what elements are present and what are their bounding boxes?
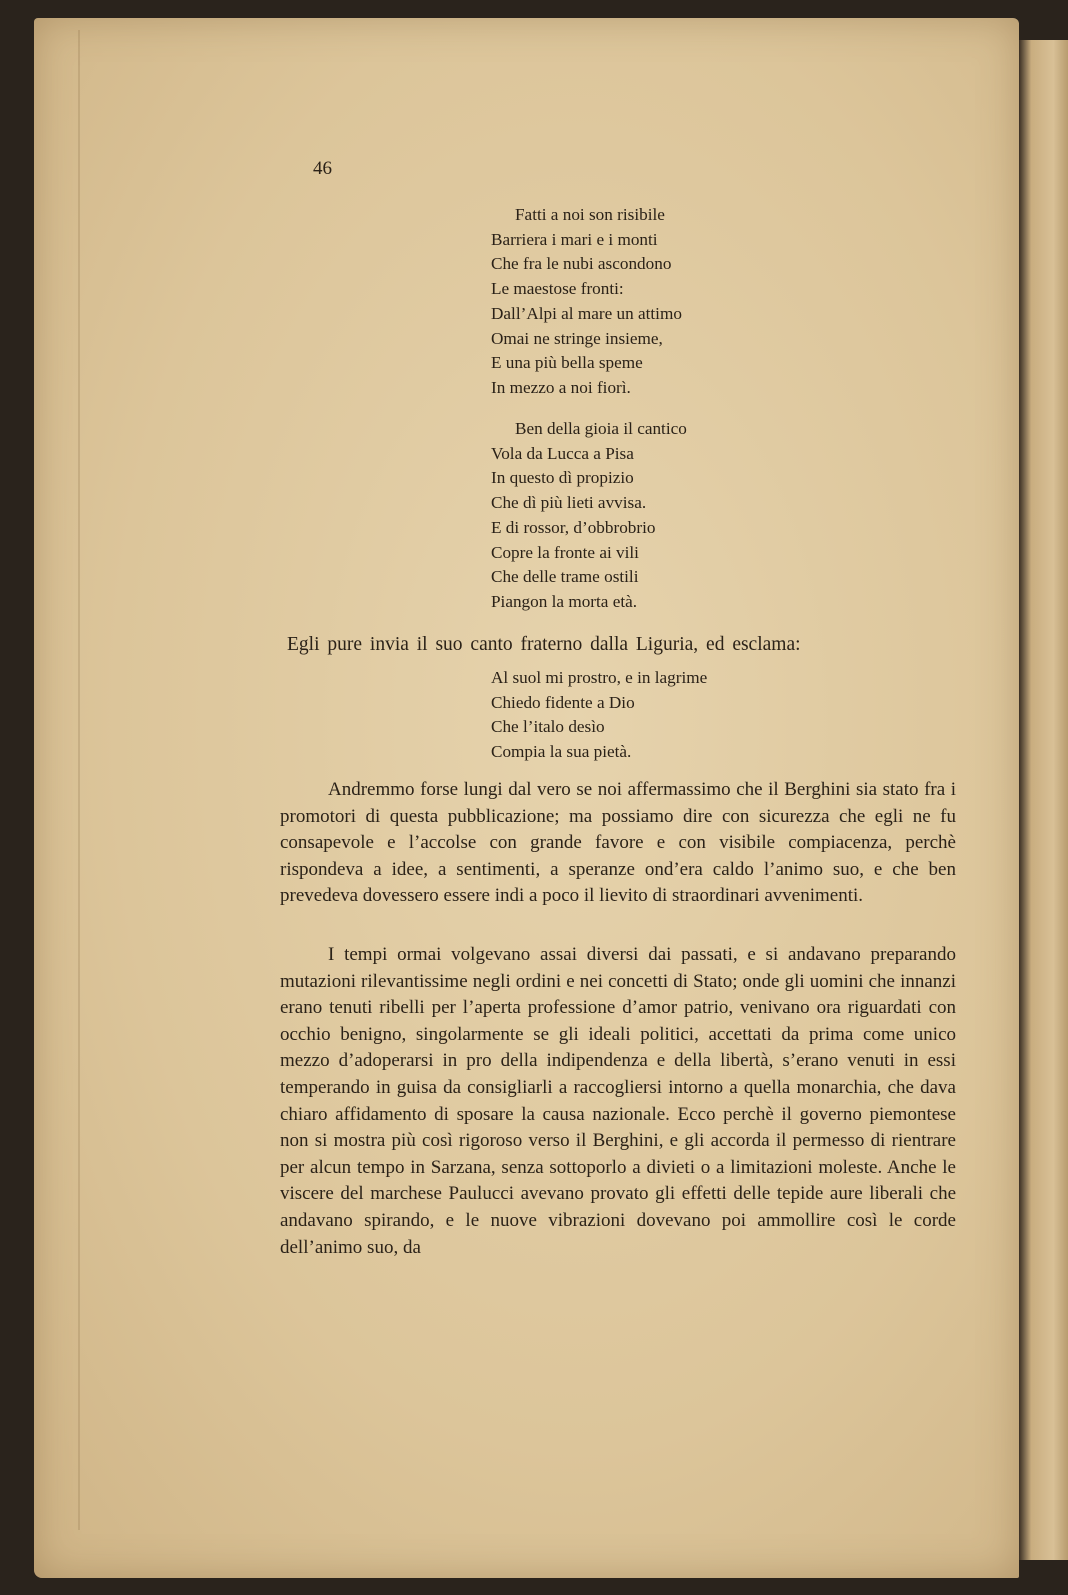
- verse-line: Barriera i mari e i monti: [491, 229, 658, 249]
- verse-line: Ben della gioia il cantico: [515, 419, 687, 438]
- verse-line: Omai ne stringe insieme,: [491, 328, 663, 348]
- verse-line: Al suol mi prostro, e in lagrime: [491, 668, 708, 687]
- page-number: 46: [313, 158, 332, 179]
- verse-line: In questo dì propizio: [491, 468, 634, 488]
- verse-line: Fatti a noi son risibile: [515, 205, 665, 224]
- adjacent-page-edge: [1019, 40, 1068, 1560]
- verse-line: Piangon la morta età.: [491, 591, 638, 611]
- page-fold: [78, 30, 80, 1530]
- poem-stanza-2: [491, 417, 687, 615]
- verse-line: Chiedo fidente a Dio: [491, 692, 635, 712]
- verse-line: E di rossor, d’obbrobrio: [491, 517, 656, 537]
- verse-line: Dall’Alpi al mare un attimo: [491, 303, 682, 323]
- verse-line: In mezzo a noi fiorì.: [491, 377, 631, 397]
- verse-line: Che fra le nubi ascondono: [491, 254, 672, 274]
- body-paragraph-2: I tempi ormai volgevano assai diversi dai passati, e si andavano preparando mutazioni rilevantissime negli ordini e nei concetti di Stato; onde gli uomini che innanzi erano tenuti ribelli per l’aperta professione d’amor patrio, venivano ora riguardati con occhio benigno, singolarmente se gli ideali politici, accettati da prima come unico mezzo d’adoperarsi in pro della indipendenza e della libertà, s’erano venuti in essi temperando in guisa da consigliarli a raccogliersi intorno a quella monarchia, che dava chiaro affidamento di sposare la causa nazionale. Ecco perchè il governo piemontese non si mostra più così rigoroso verso il Berghini, e gli accorda il permesso di rientrare per alcun tempo in Sarzana, senza sottoporlo a divieti o a limitazioni moleste. Anche le viscere del marchese Paulucci avevano provato gli effetti delle tepide aure liberali che andavano spirando, e le nuove vibrazioni dovevano poi ammollire così le corde dell’animo suo, da: [280, 944, 956, 1258]
- verse-line: Che l’italo desìo: [491, 717, 605, 737]
- poem-stanza-3: [491, 666, 707, 765]
- body-paragraph-1: Andremmo forse lungi dal vero se noi affermassimo che il Berghini sia stato fra i promotori di questa pubblicazione; ma possiamo dire con sicurezza che egli ne fu consapevole e l’accolse con grande favore e con visibile compiacenza, perchè rispondeva a idee, a sentimenti, a speranze ond’era caldo l’animo suo, e che ben prevedeva dovessero essere indi a poco il lievito di straordinari avvenimenti.: [280, 779, 956, 907]
- poem-stanza-1: [491, 203, 682, 401]
- verse-line: E una più bella speme: [491, 353, 643, 373]
- verse-line: Che delle trame ostili: [491, 567, 639, 587]
- verse-line: Le maestose fronti:: [491, 279, 624, 299]
- verse-line: Vola da Lucca a Pisa: [491, 443, 634, 463]
- verse-line: Che dì più lieti avvisa.: [491, 493, 647, 513]
- intro-sentence: Egli pure invia il suo canto fraterno dalla Liguria, ed esclama:: [287, 634, 801, 655]
- verse-line: Copre la fronte ai vili: [491, 542, 639, 562]
- verse-line: Compia la sua pietà.: [491, 742, 632, 762]
